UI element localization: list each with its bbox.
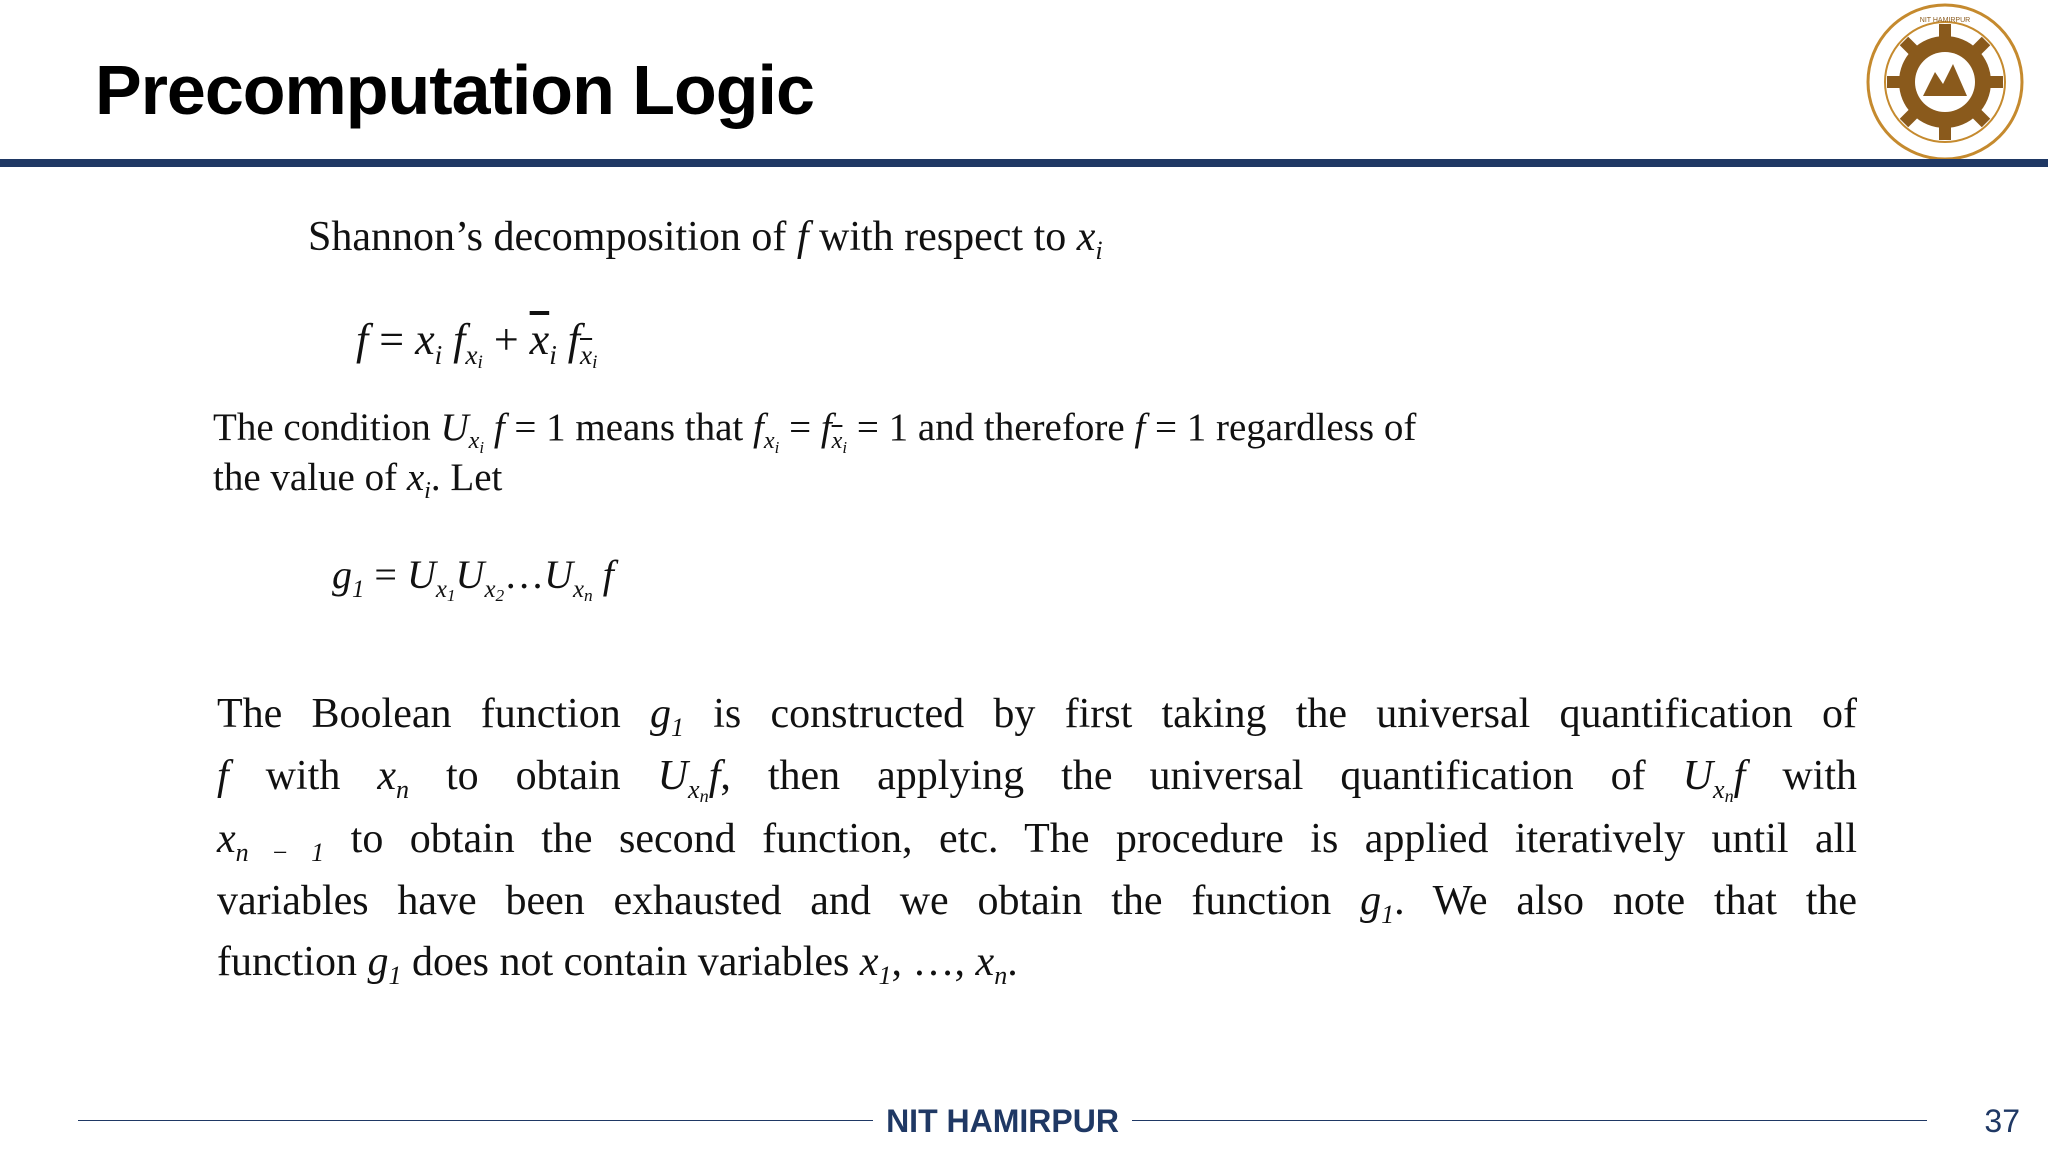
eq1-f1-sub	[465, 339, 483, 374]
cond-fb-sub-i: i	[842, 437, 848, 457]
eq1-f2-sub-i: i	[592, 352, 598, 374]
g1-equation	[332, 552, 614, 605]
eq2-f: f	[602, 552, 614, 597]
page-number: 37	[1984, 1103, 2020, 1139]
cond-u: U	[440, 406, 469, 449]
cond-f3: f	[1134, 406, 1146, 449]
para-row-5	[217, 934, 1857, 996]
para-r1-text-b: is constructed by first taking the universal quantification of	[713, 691, 1857, 737]
eq2-dots: …	[504, 552, 545, 597]
cond-text-1: The condition	[213, 406, 431, 449]
cond-u-sub	[468, 427, 485, 457]
para-r2-x: x	[377, 752, 396, 799]
para-r2-u-sub-x: x	[688, 774, 700, 804]
para-r2-x-sub: n	[396, 774, 410, 804]
eq2-equals: =	[374, 552, 397, 597]
para-r5-text-a: function	[217, 939, 357, 985]
cond-u-sub-x: x	[468, 427, 480, 455]
cond-x: x	[406, 456, 425, 499]
cond-text-3: and therefore	[917, 406, 1125, 449]
para-r5-x1-sub: 1	[878, 961, 892, 991]
para-r3-x-sub: n − 1	[235, 838, 325, 868]
eq2-un-sub-x: x	[573, 575, 585, 603]
eq2-un: U	[544, 552, 574, 597]
cond-u-sub-i: i	[479, 437, 485, 457]
para-r5-xn-sub: n	[994, 961, 1008, 991]
cond-fa-sub-i: i	[774, 437, 780, 457]
eq2-u2-sub-x: x	[484, 575, 496, 603]
para-r2-text-a: with	[265, 752, 341, 799]
eq2-g: g	[332, 552, 352, 597]
cond-eq-4: = 1	[1154, 406, 1207, 449]
para-r4-text-a: variables have been exhausted and we obtain the function	[217, 877, 1332, 924]
eq2-un-sub	[573, 576, 593, 603]
para-r2-u2: U	[1682, 752, 1713, 799]
para-r3-x: x	[217, 816, 236, 862]
cond-eq-1: = 1	[514, 406, 566, 449]
para-r5-xn: x	[975, 939, 995, 985]
slide-title: Precomputation Logic	[95, 51, 814, 129]
cond-text-2: means that	[575, 406, 744, 449]
eq1-xbar-sub: i	[549, 339, 557, 370]
cond-x-sub: i	[424, 477, 431, 505]
cond-fb: f	[820, 406, 832, 449]
cond-fa-sub-x: x	[763, 427, 775, 455]
shannon-heading	[308, 214, 1103, 266]
cond-fa: f	[753, 406, 764, 449]
eq2-u1-sub	[436, 576, 456, 603]
para-r2-u2-sub-n: n	[1724, 786, 1734, 807]
eq1-f2-sub-xbar: $\overline{x}$	[580, 339, 593, 370]
eq2-u1: U	[406, 552, 436, 597]
para-r5-g-sub: 1	[388, 961, 402, 991]
svg-text:NIT HAMIRPUR: NIT HAMIRPUR	[1919, 17, 1971, 24]
eq2-u1-sub-1: 1	[446, 586, 456, 605]
para-r2-u-sub	[688, 774, 709, 807]
heading-middle: with respect to	[818, 214, 1067, 260]
cond-text-6: . Let	[430, 456, 503, 499]
para-row-1	[217, 686, 1857, 748]
cond-text-4: regardless of	[1215, 406, 1417, 449]
para-r5-x1: x	[859, 939, 879, 985]
para-r2-f: f	[217, 752, 229, 799]
eq1-plus: +	[493, 315, 519, 364]
para-r2-u2-sub	[1713, 774, 1734, 807]
eq1-x: x	[415, 315, 435, 364]
explanation-paragraph	[217, 686, 1857, 996]
eq1-f1-sub-i: i	[477, 352, 483, 374]
heading-x: x	[1076, 214, 1096, 260]
para-r5-g: g	[367, 939, 389, 985]
para-r1-g: g	[649, 691, 671, 737]
cond-f: f	[493, 406, 505, 449]
heading-f: f	[796, 214, 809, 260]
para-r1-g-sub: 1	[670, 713, 684, 743]
para-r2-f2: f	[708, 752, 721, 799]
eq1-lhs: f	[356, 315, 369, 364]
eq1-equals: =	[379, 315, 405, 364]
para-row-4	[217, 873, 1857, 935]
para-r5-text-b: does not contain variables	[411, 939, 850, 985]
para-row-2	[217, 748, 1857, 812]
para-r2-u-sub-n: n	[699, 786, 709, 807]
para-r2-u: U	[657, 752, 689, 799]
cond-eq-2: =	[789, 406, 812, 449]
para-r4-g-sub: 1	[1381, 899, 1395, 929]
eq1-f1: f	[453, 315, 466, 364]
eq1-f2-sub	[580, 339, 598, 374]
para-r5-text-d: .	[1007, 939, 1018, 985]
eq2-u2-sub-2: 2	[495, 586, 505, 605]
eq2-u2: U	[455, 552, 485, 597]
heading-x-sub: i	[1095, 236, 1103, 266]
eq1-xbar: $\overline{x}$	[529, 315, 550, 364]
para-row-3	[217, 811, 1857, 873]
eq2-un-sub-n: n	[584, 586, 593, 605]
cond-fb-sub-xbar: $\overline{x}$	[831, 427, 843, 455]
cond-eq-3: = 1	[856, 406, 909, 449]
para-r5-text-c: , …,	[891, 939, 966, 985]
condition-line-1	[213, 406, 1417, 457]
para-r4-text-b: . We also note that the	[1394, 877, 1858, 924]
para-r1-text-a: The Boolean function	[217, 691, 621, 737]
heading-text: Shannon’s decomposition of	[308, 214, 787, 260]
shannon-equation	[356, 315, 598, 374]
para-r2-text-b: to obtain	[446, 752, 621, 799]
eq2-u1-sub-x: x	[435, 575, 447, 603]
condition-line-2	[213, 456, 503, 505]
para-r2-f3: f	[1733, 752, 1746, 799]
para-r2-u2-sub-x: x	[1713, 774, 1725, 804]
eq1-f1-sub-x: x	[465, 339, 478, 370]
eq2-g-sub: 1	[352, 575, 365, 603]
eq2-u2-sub	[484, 576, 504, 603]
para-r4-g: g	[1360, 877, 1382, 924]
para-r2-text-d: with	[1782, 752, 1858, 799]
footer-rule-left	[78, 1120, 873, 1121]
cond-fa-sub	[763, 427, 780, 457]
footer-institute-name: NIT HAMIRPUR	[886, 1103, 1119, 1139]
eq1-f2: f	[567, 315, 580, 364]
para-r2-text-c: , then applying the universal quantification of	[720, 752, 1646, 799]
footer-rule-right	[1132, 1120, 1927, 1121]
eq1-x-sub: i	[434, 339, 443, 370]
cond-text-5: the value of	[213, 456, 398, 499]
cond-fb-sub	[831, 427, 848, 457]
para-r3-text-a: to obtain the second function, etc. The procedure is applied iteratively until all	[350, 816, 1858, 862]
